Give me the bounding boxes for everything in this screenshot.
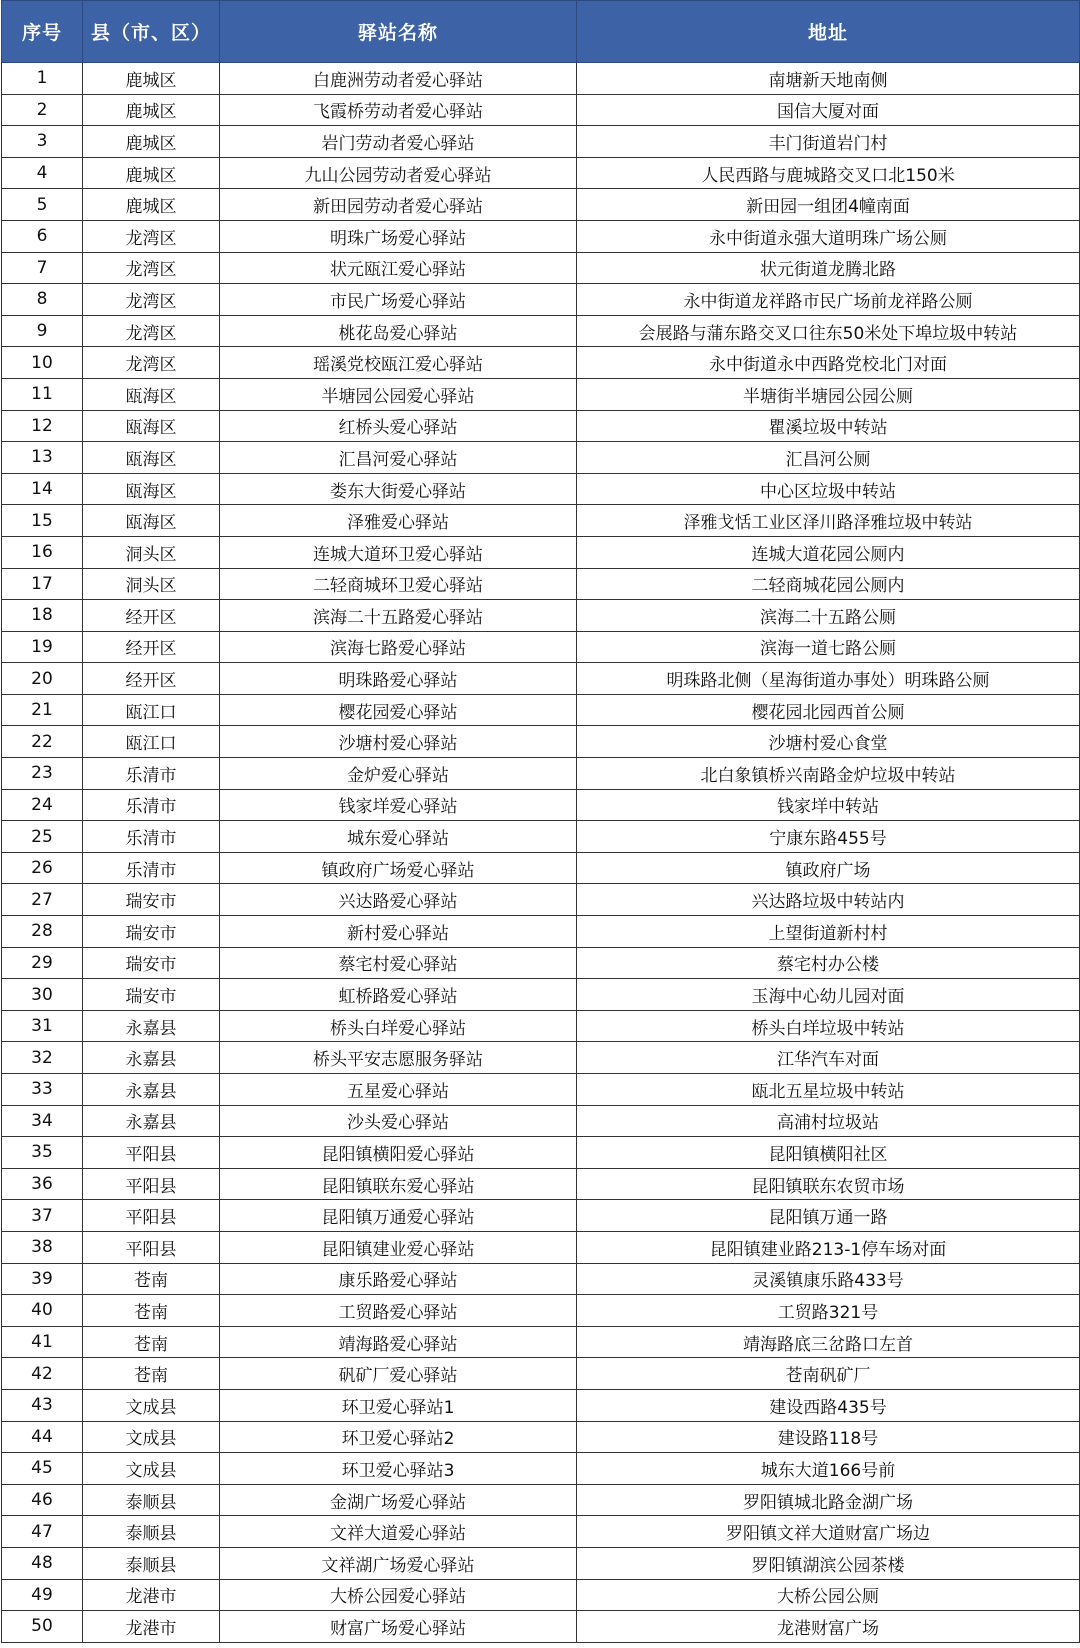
cell-address: 滨海二十五路公厕 (577, 600, 1080, 632)
cell-address: 罗阳镇湖滨公园茶楼 (577, 1547, 1080, 1579)
cell-county: 经开区 (83, 600, 220, 632)
cell-address: 昆阳镇联东农贸市场 (577, 1168, 1080, 1200)
cell-station-name: 昆阳镇联东爱心驿站 (220, 1168, 577, 1200)
cell-county: 龙湾区 (83, 252, 220, 284)
table-row (2, 1453, 1080, 1485)
table-row (2, 884, 1080, 916)
cell-county: 文成县 (83, 1453, 220, 1485)
cell-county: 龙湾区 (83, 315, 220, 347)
table-row (2, 694, 1080, 726)
table-row (2, 758, 1080, 790)
cell-county: 乐清市 (83, 758, 220, 790)
cell-county: 瓯海区 (83, 473, 220, 505)
table-row (2, 1137, 1080, 1169)
cell-county: 洞头区 (83, 568, 220, 600)
cell-station-name: 昆阳镇建业爱心驿站 (220, 1231, 577, 1263)
cell-number: 40 (2, 1295, 83, 1327)
cell-number: 5 (2, 189, 83, 221)
cell-address: 昆阳镇横阳社区 (577, 1137, 1080, 1169)
cell-address: 永中街道永中西路党校北门对面 (577, 347, 1080, 379)
cell-county: 瓯海区 (83, 378, 220, 410)
cell-number: 33 (2, 1074, 83, 1106)
cell-county: 苍南 (83, 1295, 220, 1327)
cell-station-name: 昆阳镇万通爱心驿站 (220, 1200, 577, 1232)
cell-address: 瓯北五星垃圾中转站 (577, 1074, 1080, 1106)
cell-county: 乐清市 (83, 789, 220, 821)
table-row (2, 1326, 1080, 1358)
cell-station-name: 金炉爱心驿站 (220, 758, 577, 790)
cell-station-name: 康乐路爱心驿站 (220, 1263, 577, 1295)
cell-number: 1 (2, 63, 83, 95)
table-row (2, 852, 1080, 884)
table-row (2, 947, 1080, 979)
cell-address: 龙港财富广场 (577, 1611, 1080, 1643)
cell-number: 11 (2, 378, 83, 410)
cell-number: 50 (2, 1611, 83, 1643)
table-header (2, 1, 1080, 63)
cell-address: 滨海一道七路公厕 (577, 631, 1080, 663)
cell-station-name: 昆阳镇横阳爱心驿站 (220, 1137, 577, 1169)
cell-address: 汇昌河公厕 (577, 442, 1080, 474)
cell-station-name: 飞霞桥劳动者爱心驿站 (220, 94, 577, 126)
cell-county: 永嘉县 (83, 1105, 220, 1137)
cell-number: 17 (2, 568, 83, 600)
cell-number: 42 (2, 1358, 83, 1390)
cell-station-name: 桥头白垟爱心驿站 (220, 1010, 577, 1042)
cell-number: 4 (2, 157, 83, 189)
cell-county: 鹿城区 (83, 126, 220, 158)
table-row (2, 1200, 1080, 1232)
table-row (2, 789, 1080, 821)
cell-county: 瑞安市 (83, 947, 220, 979)
cell-number: 13 (2, 442, 83, 474)
cell-station-name: 桃花岛爱心驿站 (220, 315, 577, 347)
cell-number: 30 (2, 979, 83, 1011)
table-row (2, 189, 1080, 221)
table-row (2, 505, 1080, 537)
cell-county: 瓯海区 (83, 505, 220, 537)
cell-number: 37 (2, 1200, 83, 1232)
cell-county: 龙湾区 (83, 220, 220, 252)
cell-county: 瓯海区 (83, 410, 220, 442)
cell-station-name: 滨海二十五路爱心驿站 (220, 600, 577, 632)
cell-station-name: 滨海七路爱心驿站 (220, 631, 577, 663)
table-row (2, 1042, 1080, 1074)
cell-station-name: 明珠路爱心驿站 (220, 663, 577, 695)
header-county: 县（市、区） (83, 1, 220, 63)
cell-station-name: 矾矿厂爱心驿站 (220, 1358, 577, 1390)
cell-address: 会展路与蒲东路交叉口往东50米处下埠垃圾中转站 (577, 315, 1080, 347)
cell-address: 二轻商城花园公厕内 (577, 568, 1080, 600)
cell-address: 建设路118号 (577, 1421, 1080, 1453)
table-row (2, 473, 1080, 505)
table-row (2, 252, 1080, 284)
cell-number: 48 (2, 1547, 83, 1579)
cell-number: 49 (2, 1579, 83, 1611)
cell-address: 樱花园北园西首公厕 (577, 694, 1080, 726)
cell-address: 半塘街半塘园公园公厕 (577, 378, 1080, 410)
cell-county: 经开区 (83, 663, 220, 695)
cell-station-name: 娄东大街爱心驿站 (220, 473, 577, 505)
cell-station-name: 沙头爱心驿站 (220, 1105, 577, 1137)
cell-station-name: 白鹿洲劳动者爱心驿站 (220, 63, 577, 95)
cell-address: 永中街道龙祥路市民广场前龙祥路公厕 (577, 284, 1080, 316)
header-address: 地址 (577, 1, 1080, 63)
table-row (2, 284, 1080, 316)
cell-station-name: 工贸路爱心驿站 (220, 1295, 577, 1327)
cell-county: 永嘉县 (83, 1074, 220, 1106)
cell-county: 瑞安市 (83, 916, 220, 948)
cell-number: 44 (2, 1421, 83, 1453)
cell-number: 31 (2, 1010, 83, 1042)
cell-station-name: 连城大道环卫爱心驿站 (220, 536, 577, 568)
cell-station-name: 九山公园劳动者爱心驿站 (220, 157, 577, 189)
cell-address: 丰门街道岩门村 (577, 126, 1080, 158)
cell-number: 12 (2, 410, 83, 442)
cell-county: 洞头区 (83, 536, 220, 568)
cell-county: 文成县 (83, 1389, 220, 1421)
table-row (2, 1611, 1080, 1643)
cell-station-name: 金湖广场爱心驿站 (220, 1484, 577, 1516)
cell-station-name: 岩门劳动者爱心驿站 (220, 126, 577, 158)
cell-station-name: 泽雅爱心驿站 (220, 505, 577, 537)
cell-station-name: 环卫爱心驿站1 (220, 1389, 577, 1421)
table-row (2, 1547, 1080, 1579)
table-row (2, 1105, 1080, 1137)
cell-address: 高浦村垃圾站 (577, 1105, 1080, 1137)
table-row (2, 1074, 1080, 1106)
table-row (2, 1358, 1080, 1390)
stations-table (1, 0, 1080, 1643)
cell-number: 35 (2, 1137, 83, 1169)
header-row (2, 1, 1080, 63)
table-row (2, 536, 1080, 568)
cell-address: 中心区垃圾中转站 (577, 473, 1080, 505)
cell-address: 城东大道166号前 (577, 1453, 1080, 1485)
cell-address: 宁康东路455号 (577, 821, 1080, 853)
cell-address: 玉海中心幼儿园对面 (577, 979, 1080, 1011)
table-row (2, 63, 1080, 95)
cell-county: 瓯海区 (83, 442, 220, 474)
cell-station-name: 文祥湖广场爱心驿站 (220, 1547, 577, 1579)
table-row (2, 568, 1080, 600)
cell-address: 永中街道永强大道明珠广场公厕 (577, 220, 1080, 252)
cell-station-name: 樱花园爱心驿站 (220, 694, 577, 726)
cell-address: 昆阳镇建业路213-1停车场对面 (577, 1231, 1080, 1263)
cell-number: 46 (2, 1484, 83, 1516)
cell-number: 25 (2, 821, 83, 853)
table-row (2, 1484, 1080, 1516)
cell-county: 乐清市 (83, 821, 220, 853)
cell-county: 乐清市 (83, 852, 220, 884)
cell-number: 16 (2, 536, 83, 568)
cell-county: 龙湾区 (83, 284, 220, 316)
cell-address: 连城大道花园公厕内 (577, 536, 1080, 568)
cell-station-name: 财富广场爱心驿站 (220, 1611, 577, 1643)
cell-county: 龙港市 (83, 1579, 220, 1611)
cell-station-name: 兴达路爱心驿站 (220, 884, 577, 916)
cell-county: 鹿城区 (83, 94, 220, 126)
table-row (2, 1010, 1080, 1042)
cell-number: 23 (2, 758, 83, 790)
cell-station-name: 城东爱心驿站 (220, 821, 577, 853)
table-row (2, 1168, 1080, 1200)
cell-address: 瞿溪垃圾中转站 (577, 410, 1080, 442)
table-row (2, 1231, 1080, 1263)
cell-county: 苍南 (83, 1263, 220, 1295)
table-row (2, 315, 1080, 347)
cell-address: 泽雅戈恬工业区泽川路泽雅垃圾中转站 (577, 505, 1080, 537)
cell-number: 34 (2, 1105, 83, 1137)
cell-address: 昆阳镇万通一路 (577, 1200, 1080, 1232)
table-row (2, 1516, 1080, 1548)
cell-address: 沙塘村爱心食堂 (577, 726, 1080, 758)
cell-number: 28 (2, 916, 83, 948)
cell-address: 灵溪镇康乐路433号 (577, 1263, 1080, 1295)
cell-station-name: 靖海路爱心驿站 (220, 1326, 577, 1358)
cell-address: 北白象镇桥兴南路金炉垃圾中转站 (577, 758, 1080, 790)
cell-county: 泰顺县 (83, 1484, 220, 1516)
cell-station-name: 二轻商城环卫爱心驿站 (220, 568, 577, 600)
cell-address: 新田园一组团4幢南面 (577, 189, 1080, 221)
cell-county: 苍南 (83, 1326, 220, 1358)
cell-number: 6 (2, 220, 83, 252)
cell-address: 钱家垟中转站 (577, 789, 1080, 821)
cell-county: 泰顺县 (83, 1547, 220, 1579)
cell-address: 靖海路底三岔路口左首 (577, 1326, 1080, 1358)
cell-station-name: 虹桥路爱心驿站 (220, 979, 577, 1011)
cell-county: 经开区 (83, 631, 220, 663)
cell-address: 工贸路321号 (577, 1295, 1080, 1327)
table-row (2, 979, 1080, 1011)
cell-number: 32 (2, 1042, 83, 1074)
table-body (2, 63, 1080, 1643)
cell-county: 鹿城区 (83, 189, 220, 221)
cell-number: 24 (2, 789, 83, 821)
table-row (2, 726, 1080, 758)
table-row (2, 442, 1080, 474)
cell-station-name: 瑶溪党校瓯江爱心驿站 (220, 347, 577, 379)
cell-county: 泰顺县 (83, 1516, 220, 1548)
cell-county: 瑞安市 (83, 979, 220, 1011)
cell-county: 龙湾区 (83, 347, 220, 379)
cell-address: 建设西路435号 (577, 1389, 1080, 1421)
table-row (2, 157, 1080, 189)
cell-county: 瑞安市 (83, 884, 220, 916)
cell-number: 39 (2, 1263, 83, 1295)
table-row (2, 126, 1080, 158)
table-row (2, 220, 1080, 252)
table-row (2, 821, 1080, 853)
cell-county: 鹿城区 (83, 63, 220, 95)
cell-station-name: 状元瓯江爱心驿站 (220, 252, 577, 284)
cell-address: 上望街道新村村 (577, 916, 1080, 948)
cell-number: 20 (2, 663, 83, 695)
cell-number: 43 (2, 1389, 83, 1421)
table-row (2, 916, 1080, 948)
table-row (2, 1389, 1080, 1421)
cell-station-name: 环卫爱心驿站3 (220, 1453, 577, 1485)
cell-station-name: 环卫爱心驿站2 (220, 1421, 577, 1453)
cell-station-name: 新村爱心驿站 (220, 916, 577, 948)
cell-address: 国信大厦对面 (577, 94, 1080, 126)
cell-number: 18 (2, 600, 83, 632)
cell-address: 罗阳镇城北路金湖广场 (577, 1484, 1080, 1516)
cell-address: 南塘新天地南侧 (577, 63, 1080, 95)
cell-county: 瓯江口 (83, 726, 220, 758)
cell-number: 19 (2, 631, 83, 663)
table-row (2, 663, 1080, 695)
cell-county: 永嘉县 (83, 1042, 220, 1074)
table-row (2, 378, 1080, 410)
cell-address: 苍南矾矿厂 (577, 1358, 1080, 1390)
cell-number: 3 (2, 126, 83, 158)
cell-station-name: 市民广场爱心驿站 (220, 284, 577, 316)
cell-station-name: 蔡宅村爱心驿站 (220, 947, 577, 979)
cell-address: 桥头白垟垃圾中转站 (577, 1010, 1080, 1042)
cell-address: 明珠路北侧（星海街道办事处）明珠路公厕 (577, 663, 1080, 695)
cell-county: 平阳县 (83, 1137, 220, 1169)
cell-county: 平阳县 (83, 1231, 220, 1263)
cell-county: 平阳县 (83, 1168, 220, 1200)
cell-number: 9 (2, 315, 83, 347)
cell-address: 兴达路垃圾中转站内 (577, 884, 1080, 916)
header-station-name: 驿站名称 (220, 1, 577, 63)
cell-county: 永嘉县 (83, 1010, 220, 1042)
cell-address: 蔡宅村办公楼 (577, 947, 1080, 979)
cell-county: 龙港市 (83, 1611, 220, 1643)
table-row (2, 600, 1080, 632)
cell-address: 江华汽车对面 (577, 1042, 1080, 1074)
cell-number: 10 (2, 347, 83, 379)
cell-number: 21 (2, 694, 83, 726)
cell-station-name: 桥头平安志愿服务驿站 (220, 1042, 577, 1074)
cell-station-name: 大桥公园爱心驿站 (220, 1579, 577, 1611)
cell-county: 苍南 (83, 1358, 220, 1390)
cell-number: 29 (2, 947, 83, 979)
cell-station-name: 钱家垟爱心驿站 (220, 789, 577, 821)
cell-address: 状元街道龙腾北路 (577, 252, 1080, 284)
cell-number: 8 (2, 284, 83, 316)
cell-address: 罗阳镇文祥大道财富广场边 (577, 1516, 1080, 1548)
cell-station-name: 沙塘村爱心驿站 (220, 726, 577, 758)
cell-station-name: 镇政府广场爱心驿站 (220, 852, 577, 884)
cell-station-name: 明珠广场爱心驿站 (220, 220, 577, 252)
cell-station-name: 文祥大道爱心驿站 (220, 1516, 577, 1548)
cell-number: 14 (2, 473, 83, 505)
cell-number: 47 (2, 1516, 83, 1548)
table-row (2, 94, 1080, 126)
cell-station-name: 半塘园公园爱心驿站 (220, 378, 577, 410)
cell-number: 26 (2, 852, 83, 884)
cell-number: 36 (2, 1168, 83, 1200)
table-row (2, 1579, 1080, 1611)
cell-county: 平阳县 (83, 1200, 220, 1232)
cell-number: 45 (2, 1453, 83, 1485)
table-row (2, 1295, 1080, 1327)
table-row (2, 1263, 1080, 1295)
cell-number: 7 (2, 252, 83, 284)
cell-number: 27 (2, 884, 83, 916)
cell-number: 2 (2, 94, 83, 126)
cell-station-name: 五星爱心驿站 (220, 1074, 577, 1106)
table-row (2, 631, 1080, 663)
cell-address: 镇政府广场 (577, 852, 1080, 884)
cell-number: 15 (2, 505, 83, 537)
cell-station-name: 红桥头爱心驿站 (220, 410, 577, 442)
cell-number: 41 (2, 1326, 83, 1358)
table-row (2, 410, 1080, 442)
cell-county: 文成县 (83, 1421, 220, 1453)
cell-station-name: 新田园劳动者爱心驿站 (220, 189, 577, 221)
cell-county: 鹿城区 (83, 157, 220, 189)
cell-station-name: 汇昌河爱心驿站 (220, 442, 577, 474)
table-row (2, 1421, 1080, 1453)
cell-number: 38 (2, 1231, 83, 1263)
cell-county: 瓯江口 (83, 694, 220, 726)
header-number: 序号 (2, 1, 83, 63)
table-row (2, 347, 1080, 379)
cell-address: 人民西路与鹿城路交叉口北150米 (577, 157, 1080, 189)
cell-address: 大桥公园公厕 (577, 1579, 1080, 1611)
cell-number: 22 (2, 726, 83, 758)
